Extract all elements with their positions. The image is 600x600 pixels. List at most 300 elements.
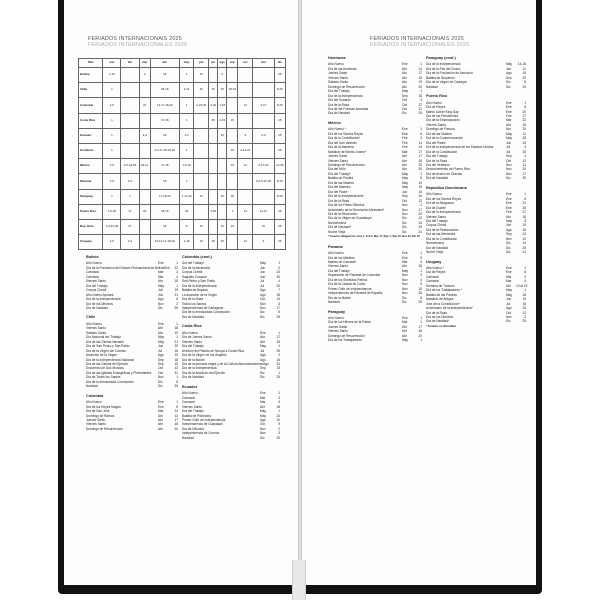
date-cell: 19 [194,68,209,83]
holiday-name: Aniversario de la Independencia* [426,306,473,311]
holiday-month: Oct [506,158,511,163]
holiday-name: Día de la Restauración [426,227,459,232]
date-cell: 1 [121,189,139,204]
date-cell: 1-9 [103,174,121,189]
holiday-day: 1 [176,283,178,288]
date-cell [253,68,275,83]
holiday-month: May [506,288,513,293]
holiday-day: 2 [278,426,280,431]
right-column-2 [426,56,526,329]
date-cell [121,143,139,158]
holiday-name: Batalla de las Piedras [426,292,457,297]
holiday-name: Corpus Christi [426,223,447,228]
date-cell: 12-25 [274,159,285,174]
date-cell [121,128,139,143]
holiday-day: 25 [276,348,280,353]
holiday-name: Viernes Santo [86,326,106,331]
holiday-day: 18 [522,301,526,306]
date-cell: 13 [238,98,253,113]
holiday-day: 12 [418,198,422,203]
holiday-day: 11 [522,162,526,167]
holiday-month: Dic [402,216,407,221]
holiday-month: Feb [506,113,512,118]
date-cell [209,128,218,143]
holiday-name: Carnaval [182,395,195,400]
holiday-name: Día de las Mercedes [426,232,456,237]
holiday-name: Día del Maestro [328,185,351,190]
holiday-name: Viernes Santo [86,279,106,284]
date-cell: 17 [121,204,139,219]
holiday-day: 12 [418,102,422,107]
date-cell [209,143,218,158]
holiday-day: 18 [522,292,526,297]
holiday-day: 17 [276,335,280,340]
date-cell: 10 [253,219,275,234]
date-cell [121,68,139,83]
holiday-day: 1 [524,288,526,293]
holiday-name: Día del Padre [328,189,348,194]
holiday-day: 19 [174,361,178,366]
holiday-month: Ene [158,400,164,405]
holiday-day: 2 [524,315,526,320]
holiday-month: Feb [402,136,408,141]
holiday-day: 15 [418,189,422,194]
holiday-month: Ago [260,288,266,293]
date-cell: 1-6 [103,235,121,250]
holiday-day: 4 [420,277,422,282]
holiday-day: 1 [524,192,526,197]
date-cell [238,113,253,128]
holiday-day: 24 [522,241,526,246]
holiday-name: Día de la persona negra y de la Cultura Afrocostarricense [182,361,264,366]
table-row [79,98,286,113]
table-body [79,68,286,250]
holiday-month: Ago [260,353,266,358]
holiday-month: Nov [506,171,512,176]
country-section-title: Bolivia [86,255,99,259]
holiday-name: Día de la Raza [182,297,204,302]
holiday-name: Día de la Independencia* [328,194,364,199]
country-section-title: Uruguay [426,259,442,264]
holiday-month: Oct [402,106,407,111]
holiday-name: Día de la Constitución [426,149,458,154]
holiday-month: Abr [402,71,407,76]
holiday-day: 1 [176,321,178,326]
holiday-name: Día de la Independencia [426,210,461,215]
holiday-day: 3 [278,431,280,436]
holiday-month: Dic [506,176,511,181]
holiday-day: 14-15 [517,62,526,67]
holiday-month: Dic [402,111,407,116]
holiday-day: 27 [522,171,526,176]
date-cell [218,143,227,158]
holiday-month: Jun [158,288,164,293]
date-cell: 29 [227,189,238,204]
holiday-month: Jul [506,145,511,150]
date-cell: 1-14-15 [179,189,194,204]
holiday-row [86,306,178,310]
date-cell [194,113,209,128]
holiday-month: Nov [402,277,408,282]
holiday-day: 4 [278,279,280,284]
holiday-month: Abr [402,66,407,71]
holiday-name: Día de los Santos Reyes [426,196,462,201]
date-cell: 25 [274,219,285,234]
date-cell [194,159,209,174]
holiday-month: Abr [402,329,407,334]
date-cell: 18-19 [227,83,238,98]
holiday-month: Ene [506,192,512,197]
table-header-cell: ago [218,59,227,68]
date-cell: 1-5-10 [179,159,194,174]
holiday-day: 4 [524,279,526,284]
holiday-day: 6 [176,404,178,409]
date-cell: 2-15 [218,113,227,128]
date-cell: 25 [274,204,285,219]
holiday-month: Abr [402,333,407,338]
holiday-month: Ene [402,255,408,260]
date-cell [194,174,209,189]
holiday-name: Jueves Santo [328,154,348,159]
date-cell [218,159,227,174]
holiday-name: Martin Luther King Day [426,109,459,114]
date-cell: 13-17-18-20 [150,98,179,113]
holiday-day: 15 [174,353,178,358]
holiday-day: 16 [418,194,422,199]
date-cell: 3,4-17-18-19-20 [150,143,179,158]
date-cell: 8-25 [274,98,285,113]
date-cell: 25 [274,143,285,158]
holiday-day: 15 [522,71,526,76]
holiday-month: Mar [402,149,408,154]
holiday-name: Día del San Valentín [328,140,358,145]
table-header-cell: dic [274,59,285,68]
country-cell: Paraguay [79,189,103,204]
holiday-day: 8 [420,295,422,300]
holiday-month: Oct [260,297,265,302]
holiday-month: Abr [506,283,511,288]
holiday-month: Mar [260,400,266,405]
holiday-month: Sep [506,75,512,80]
holiday-name: Día de la Madre [328,295,351,300]
holiday-month: Dic [260,435,265,440]
holiday-day: 11 [522,131,526,136]
holiday-day: 26 [522,136,526,141]
date-cell [121,113,139,128]
holiday-month: Abr [158,422,163,427]
holiday-month: Jul [260,283,265,288]
holiday-name: Carnaval [426,279,439,284]
date-cell: 12 [238,159,253,174]
table-row [79,189,286,204]
holiday-name: Día de Todos los Santos [86,375,121,380]
holiday-day: 9 [420,255,422,260]
holiday-row [182,375,280,379]
date-cell [209,189,218,204]
holiday-month: Abr [402,75,407,80]
holiday-name: Día de Jueves Santo [182,335,212,340]
holiday-day: 15 [276,366,280,371]
date-cell: 1 [103,143,121,158]
holiday-day: 29 [174,344,178,349]
date-cell [139,113,150,128]
holiday-day: 31 [418,229,422,234]
date-cell [238,174,253,189]
holiday-day: 24 [522,232,526,237]
holiday-month: Ene [506,105,512,110]
date-cell: 1 [103,83,121,98]
holiday-name: Separación de Panamá de Colombia [328,273,381,278]
holiday-month: Sep [260,366,266,371]
holiday-name: Año Nuevo [328,316,344,321]
holiday-name: Viernes Santo [328,75,348,80]
holiday-day: 25 [276,375,280,380]
date-cell: 5 [179,219,194,234]
holiday-day: 5 [420,282,422,287]
holiday-month: May [506,136,513,141]
holiday-name: Día de los Fieles Difuntos [328,203,365,208]
holiday-name: Domingo de Resurrección [328,84,365,89]
holiday-day: 19 [522,297,526,302]
date-cell [238,189,253,204]
holiday-day: 10 [418,180,422,185]
holiday-month: Ene [506,266,512,271]
date-cell: 4 [139,68,150,83]
holiday-day: 31 [174,370,178,375]
holiday-month: Dic [506,250,511,255]
date-cell: 9 [238,128,253,143]
holiday-name: Noche Vieja [328,229,346,234]
holiday-month: Dic [158,379,163,384]
holiday-name: Día de la Virgen del Carmen [86,348,127,353]
holiday-row [182,315,280,319]
holiday-day: 20 [418,84,422,89]
holiday-day: 14 [418,140,422,145]
holiday-day: 18 [522,122,526,127]
date-cell: 1 [103,189,121,204]
holiday-day: 4 [420,260,422,265]
date-cell [139,143,150,158]
holiday-month: Dic [260,310,265,315]
country-cell: Uruguay [79,235,103,250]
country-section-title: Paraguay [328,309,346,314]
holiday-name: Día de la Altagracia [426,201,454,206]
holiday-month: Jun [506,66,512,71]
date-cell: 25 [209,113,218,128]
holiday-day: 31 [522,250,526,255]
holiday-day: 1 [176,375,178,380]
holiday-name: Día del Trabajo [86,283,108,288]
holiday-row [426,176,526,180]
holiday-name: Día de la Independencia [182,283,217,288]
holiday-name: Domingo de Pascua [426,127,455,132]
holiday-month: Ene [402,62,408,67]
holiday-day: 28 [418,291,422,296]
holiday-day: 2 [278,353,280,358]
date-cell: 17-18-20 [150,189,179,204]
holiday-name: Natalicio de Artigas [426,297,454,302]
holiday-day: 18 [418,158,422,163]
date-cell [227,128,238,143]
holiday-name: Año Nuevo [182,391,198,396]
holiday-name: Día de Navidad* [328,225,352,230]
holiday-day: 6 [524,196,526,201]
holiday-day: 25 [522,176,526,181]
holiday-name: Domingo de Resurrección [328,333,365,338]
date-cell: 19 [194,219,209,234]
date-cell: 25 [139,204,150,219]
holiday-month: Jun [260,265,266,270]
holiday-day: 8 [524,80,526,85]
holiday-month: Abr [158,330,163,335]
date-cell [253,143,275,158]
date-cell [253,113,275,128]
left-column-2 [182,255,280,440]
holiday-day: 1 [420,316,422,321]
date-cell [194,143,209,158]
holiday-month: Nov [260,305,266,310]
holiday-month: Mar [506,274,512,279]
holiday-month: Oct [402,102,407,107]
holiday-day: 25 [276,314,280,319]
holiday-month: Jul [506,301,511,306]
date-cell: 20 [194,83,209,98]
table-header-cell: jul [209,59,218,68]
holiday-day: 25 [418,300,422,305]
holiday-day: 3 [420,98,422,103]
holiday-day: 1 [524,266,526,271]
holiday-month: Abr [158,426,163,431]
holiday-day: 12 [174,366,178,371]
holiday-month: Abr [506,214,511,219]
holiday-row [328,111,422,115]
holiday-day: 26 [522,205,526,210]
holiday-month: Nov [402,291,408,296]
holiday-month: Sep [506,154,512,159]
holiday-month: Jul [506,149,511,154]
holiday-day: 21 [418,106,422,111]
holiday-month: Jun [158,292,164,297]
holiday-name: Primer Grito de Independencia [182,417,226,422]
holiday-month: Ene [506,205,512,210]
holiday-name: Día de Navidad* [426,319,450,324]
holiday-name: Día de la Constitución [426,236,458,241]
holiday-month: Oct [402,198,407,203]
holiday-month: Ago [260,292,266,297]
date-cell: 1 [179,98,194,113]
date-cell: 18 [150,219,179,234]
holiday-month: May [402,180,409,185]
holiday-day: 20 [418,211,422,216]
book-gutter [298,0,302,585]
holiday-day: 25 [174,305,178,310]
holiday-month: Abr [158,417,163,422]
date-cell: 25 [274,128,285,143]
holiday-month: Abr [260,404,265,409]
holiday-name: Viernes Santo [426,122,446,127]
country-cell: Costa Rica [79,113,103,128]
bookmark-ribbon[interactable] [292,560,306,600]
holiday-day: 22 [174,265,178,270]
holiday-day: 19 [418,80,422,85]
holiday-day: 23 [276,270,280,275]
holiday-name: Día de Navidad [86,305,108,310]
holiday-month: Dic [260,314,265,319]
holiday-name: Domingo de Ramos [86,413,115,418]
table-row [79,128,286,143]
holiday-month: Ago [506,306,512,311]
date-cell: 11-27 [253,204,275,219]
country-cell: México [79,159,103,174]
date-cell: 1-6-20 [103,204,121,219]
date-cell: 18 [209,235,218,250]
holiday-month: Jun [260,274,266,279]
holiday-month: Abr [158,413,163,418]
country-cell: Ecuador [79,128,103,143]
holiday-row [426,250,526,254]
holiday-day: 1 [278,370,280,375]
holiday-name: Día de Navidad [426,176,448,181]
holiday-name: Día del Trabajo [182,409,204,414]
date-cell: 18-20 [150,204,179,219]
holiday-day: 1 [278,391,280,396]
date-cell: 4-20 [209,98,218,113]
holiday-month: Ene [158,261,164,266]
holiday-day: 25 [522,319,526,324]
holiday-month: Mar [402,320,408,325]
holiday-month: Dic [506,80,511,85]
holiday-month: Abr [402,80,407,85]
holiday-name: Natalicio de Benito Juárez* [328,149,367,154]
holiday-day: 17 [276,305,280,310]
holiday-name: Día de los Héroes de la Patria [328,320,371,325]
holiday-month: Dic [158,305,163,310]
holiday-day: 4 [278,400,280,405]
country-cell: Chile [79,83,103,98]
date-cell: 1-6 [103,98,121,113]
date-cell: 25 [274,113,285,128]
holiday-month: Ago [506,71,512,76]
holiday-month: Ago [260,357,266,362]
holiday-day: 18 [276,404,280,409]
holiday-month: Ene [402,127,408,132]
holiday-name: Día de las Fuerzas Armadas [328,106,369,111]
holiday-name: Viernes Santo [182,339,202,344]
holiday-day: 19 [522,167,526,172]
holiday-day: 18 [276,292,280,297]
holiday-name: Día de los Santos Reyes [328,131,364,136]
holiday-month: Nov [402,282,408,287]
holiday-name: Día de la Conmemoración [426,136,464,141]
holiday-month: Abr [402,264,407,269]
holiday-name: Día de la Independencia [426,62,461,67]
holiday-name: Domingo de Resurrección [86,426,123,431]
holiday-name: Descubrimiento de Puerto Rico [426,167,471,172]
date-cell [209,159,218,174]
holiday-name: Día de los Trabajadores * [426,288,462,293]
date-cell: 16 [209,83,218,98]
date-cell [209,68,218,83]
holiday-name: Año Nuevo * [426,266,444,271]
footnote: * Asuetos Obligatorios: Ene 1, Feb 3, Mar 17, May 1, Sep 16, Nov 20, Dic 25 [328,235,420,239]
holiday-day: 20 [522,109,526,114]
holiday-name: Día de la Virgen de Guadalupe [328,216,372,221]
holiday-name: Carnaval [86,270,99,275]
date-cell [227,98,238,113]
holiday-day: 2 [278,265,280,270]
date-cell: 24 [139,98,150,113]
date-cell: 8-25 [274,174,285,189]
